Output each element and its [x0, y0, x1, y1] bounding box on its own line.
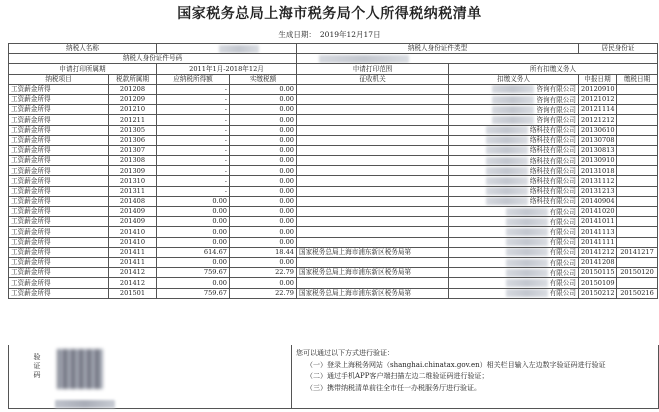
declare-date: 20130910 [579, 156, 617, 166]
taxable-income: - [157, 145, 230, 155]
verify-instructions [296, 348, 656, 394]
id-number-label: 纳税人身份证件号码 [9, 54, 297, 64]
table-row [9, 105, 658, 115]
paid-tax: 0.00 [230, 94, 297, 104]
tax-period: 201412 [109, 268, 157, 278]
verify-intro: 您可以通过以下方式进行验证： [296, 349, 394, 357]
tax-item: 工资薪金所得 [9, 257, 109, 267]
tax-item: 工资薪金所得 [9, 288, 109, 298]
table-row [9, 207, 658, 217]
pay-date [617, 84, 658, 94]
id-type-value: 居民身份证 [579, 44, 658, 54]
tax-period: 201305 [109, 125, 157, 135]
withholding-agent: 有限公司 [449, 257, 579, 267]
period-label: 申请打印所属期 [9, 64, 157, 74]
withholding-agent: 有限公司 [449, 207, 579, 217]
collection-office [297, 196, 449, 206]
tax-period: 201211 [109, 115, 157, 125]
taxable-income: 0.00 [157, 196, 230, 206]
table-row [9, 268, 658, 278]
tax-item: 工资薪金所得 [9, 207, 109, 217]
taxable-income: - [157, 84, 230, 94]
table-row [9, 166, 658, 176]
verify-line-3: （三）携带纳税清单前往全市任一办税服务厅进行验证。 [306, 383, 481, 392]
pay-date [617, 166, 658, 176]
tax-period: 201412 [109, 278, 157, 288]
declare-date: 20131112 [579, 176, 617, 186]
tax-period: 201210 [109, 105, 157, 115]
taxable-income: 759.67 [157, 268, 230, 278]
tax-item: 工资薪金所得 [9, 196, 109, 206]
paid-tax: 0.00 [230, 145, 297, 155]
withholding-agent: 有限公司 [449, 227, 579, 237]
declare-date: 20130708 [579, 135, 617, 145]
collection-office [297, 166, 449, 176]
pay-date [617, 145, 658, 155]
withholding-agent: 络科技有限公司 [449, 125, 579, 135]
tax-period: 201410 [109, 237, 157, 247]
declare-date: 20141113 [579, 227, 617, 237]
collection-office [297, 105, 449, 115]
withholding-agent: 络科技有限公司 [449, 166, 579, 176]
collection-office [297, 125, 449, 135]
generated-date-label: 生成日期： [278, 30, 316, 39]
tax-period: 201310 [109, 176, 157, 186]
withholding-agent: 有限公司 [449, 217, 579, 227]
tax-item: 工资薪金所得 [9, 105, 109, 115]
taxable-income: 0.00 [157, 237, 230, 247]
generated-date [0, 29, 659, 40]
taxable-income: - [157, 105, 230, 115]
tax-period: 201309 [109, 166, 157, 176]
tax-item: 工资薪金所得 [9, 217, 109, 227]
pay-date [617, 125, 658, 135]
taxable-income: 614.67 [157, 247, 230, 257]
tax-item: 工资薪金所得 [9, 176, 109, 186]
withholding-agent: 咨询有限公司 [449, 94, 579, 104]
taxable-income: - [157, 156, 230, 166]
collection-office [297, 115, 449, 125]
withholding-agent: 络科技有限公司 [449, 186, 579, 196]
declare-date: 20141020 [579, 207, 617, 217]
declare-date: 20130610 [579, 125, 617, 135]
pay-date [617, 217, 658, 227]
paid-tax: 0.00 [230, 186, 297, 196]
table-row [9, 115, 658, 125]
declare-date: 20120910 [579, 84, 617, 94]
paid-tax: 22.79 [230, 288, 297, 298]
tax-item: 工资薪金所得 [9, 145, 109, 155]
paid-tax: 0.00 [230, 156, 297, 166]
withholding-agent: 咨询有限公司 [449, 84, 579, 94]
pay-date [617, 135, 658, 145]
declare-date: 20141011 [579, 217, 617, 227]
tax-period: 201409 [109, 207, 157, 217]
tax-item: 工资薪金所得 [9, 115, 109, 125]
id-number-value [297, 54, 658, 64]
pay-date [617, 207, 658, 217]
withholding-agent: 络科技有限公司 [449, 135, 579, 145]
table-row [9, 278, 658, 288]
table-row [9, 125, 658, 135]
table-row [9, 94, 658, 104]
declare-date: 20150212 [579, 288, 617, 298]
tax-item: 工资薪金所得 [9, 237, 109, 247]
tax-period: 201408 [109, 196, 157, 206]
pay-date [617, 176, 658, 186]
paid-tax: 0.00 [230, 115, 297, 125]
tax-period: 201307 [109, 145, 157, 155]
withholding-agent: 络科技有限公司 [449, 156, 579, 166]
pay-date [617, 237, 658, 247]
withholding-agent: 有限公司 [449, 247, 579, 257]
tax-period: 201409 [109, 217, 157, 227]
collection-office: 国家税务总局上海市浦东新区税务局第 [297, 268, 449, 278]
tax-item: 工资薪金所得 [9, 278, 109, 288]
declare-date: 20121212 [579, 115, 617, 125]
pay-date [617, 196, 658, 206]
column-header: 纳税项目 [9, 74, 109, 84]
tax-period: 201208 [109, 84, 157, 94]
collection-office [297, 227, 449, 237]
table-row [9, 84, 658, 94]
pay-date: 20150216 [617, 288, 658, 298]
declare-date: 20130813 [579, 145, 617, 155]
tax-item: 工资薪金所得 [9, 135, 109, 145]
qr-code [57, 349, 103, 389]
declare-date: 20141111 [579, 237, 617, 247]
column-header: 扣缴义务人 [449, 74, 579, 84]
verification-section [8, 345, 659, 409]
collection-office: 国家税务总局上海市浦东新区税务局第 [297, 247, 449, 257]
paid-tax: 0.00 [230, 125, 297, 135]
tax-item: 工资薪金所得 [9, 186, 109, 196]
tax-period: 201411 [109, 257, 157, 267]
paid-tax: 0.00 [230, 227, 297, 237]
paid-tax: 0.00 [230, 278, 297, 288]
table-row [9, 257, 658, 267]
pay-date [617, 186, 658, 196]
declare-date: 20121114 [579, 105, 617, 115]
taxable-income: - [157, 94, 230, 104]
verify-line-2: （二）通过手机APP客户端扫描左边二维验证码进行验证； [306, 372, 489, 380]
paid-tax: 0.00 [230, 207, 297, 217]
pay-date [617, 257, 658, 267]
collection-office [297, 186, 449, 196]
taxable-income: - [157, 115, 230, 125]
pay-date [617, 227, 658, 237]
taxable-income: - [157, 125, 230, 135]
taxable-income: - [157, 166, 230, 176]
taxable-income: 0.00 [157, 227, 230, 237]
verify-code-number [55, 393, 115, 401]
paid-tax: 0.00 [230, 176, 297, 186]
id-type-label: 纳税人身份证件类型 [297, 44, 579, 54]
column-header: 征收机关 [297, 74, 449, 84]
taxable-income: - [157, 135, 230, 145]
tax-period: 201410 [109, 227, 157, 237]
tax-period: 201306 [109, 135, 157, 145]
withholding-agent: 咨询有限公司 [449, 115, 579, 125]
collection-office [297, 94, 449, 104]
collection-office [297, 217, 449, 227]
collection-office: 国家税务总局上海市浦东新区税务局第 [297, 288, 449, 298]
scope-label: 申请打印范围 [297, 64, 449, 74]
period-value: 2011年1月-2018年12月 [157, 64, 297, 74]
withholding-agent: 有限公司 [449, 237, 579, 247]
column-header: 缴税日期 [617, 74, 658, 84]
pay-date [617, 115, 658, 125]
withholding-agent: 络科技有限公司 [449, 196, 579, 206]
pay-date [617, 156, 658, 166]
taxpayer-name-value [157, 44, 297, 54]
table-row [9, 227, 658, 237]
pay-date [617, 278, 658, 288]
collection-office [297, 257, 449, 267]
table-row [9, 176, 658, 186]
collection-office [297, 84, 449, 94]
table-row [9, 135, 658, 145]
paid-tax: 18.44 [230, 247, 297, 257]
paid-tax: 0.00 [230, 105, 297, 115]
collection-office [297, 237, 449, 247]
paid-tax: 0.00 [230, 257, 297, 267]
tax-period: 201308 [109, 156, 157, 166]
tax-period: 201411 [109, 247, 157, 257]
pay-date [617, 105, 658, 115]
withholding-agent: 有限公司 [449, 288, 579, 298]
declare-date: 20150109 [579, 278, 617, 288]
withholding-agent: 有限公司 [449, 278, 579, 288]
collection-office [297, 145, 449, 155]
taxable-income: - [157, 176, 230, 186]
paid-tax: 0.00 [230, 217, 297, 227]
table-row [9, 217, 658, 227]
tax-item: 工资薪金所得 [9, 268, 109, 278]
tax-period: 201311 [109, 186, 157, 196]
declare-date: 20131018 [579, 166, 617, 176]
scope-value: 所有扣缴义务人 [449, 64, 658, 74]
declare-date: 20131213 [579, 186, 617, 196]
table-row [9, 145, 658, 155]
table-row [9, 186, 658, 196]
tax-item: 工资薪金所得 [9, 227, 109, 237]
tax-item: 工资薪金所得 [9, 125, 109, 135]
collection-office [297, 176, 449, 186]
paid-tax: 22.79 [230, 268, 297, 278]
taxable-income: 759.67 [157, 288, 230, 298]
withholding-agent: 有限公司 [449, 268, 579, 278]
taxable-income: 0.00 [157, 278, 230, 288]
column-header: 税款所属期 [109, 74, 157, 84]
collection-office [297, 207, 449, 217]
withholding-agent: 络科技有限公司 [449, 145, 579, 155]
declare-date: 20141212 [579, 247, 617, 257]
table-row [9, 196, 658, 206]
tax-period: 201501 [109, 288, 157, 298]
paid-tax: 0.00 [230, 135, 297, 145]
declare-date: 20150115 [579, 268, 617, 278]
taxable-income: - [157, 186, 230, 196]
declare-date: 20141208 [579, 257, 617, 267]
paid-tax: 0.00 [230, 196, 297, 206]
column-header: 申报日期 [579, 74, 617, 84]
taxpayer-name-label: 纳税人名称 [9, 44, 157, 54]
tax-item: 工资薪金所得 [9, 247, 109, 257]
collection-office [297, 278, 449, 288]
tax-period: 201209 [109, 94, 157, 104]
document-title: 国家税务总局上海市税务局个人所得税纳税清单 [177, 6, 482, 22]
withholding-agent: 咨询有限公司 [449, 105, 579, 115]
taxable-income: 0.00 [157, 207, 230, 217]
table-row [9, 247, 658, 257]
tax-list-table [8, 43, 658, 299]
withholding-agent: 络科技有限公司 [449, 176, 579, 186]
table-row [9, 288, 658, 298]
verify-line-1: （一）登录上海税务网站（shanghai.chinatax.gov.en）相关栏目输入左边数字验证码进行验证 [306, 360, 606, 369]
column-header: 实缴税额 [230, 74, 297, 84]
pay-date: 20150120 [617, 268, 658, 278]
taxable-income: 0.00 [157, 217, 230, 227]
declare-date: 20121012 [579, 94, 617, 104]
collection-office [297, 135, 449, 145]
collection-office [297, 156, 449, 166]
paid-tax: 0.00 [230, 166, 297, 176]
tax-item: 工资薪金所得 [9, 84, 109, 94]
declare-date: 20140904 [579, 196, 617, 206]
table-row [9, 237, 658, 247]
tax-item: 工资薪金所得 [9, 94, 109, 104]
taxable-income: 0.00 [157, 257, 230, 267]
column-header: 应纳税所得额 [157, 74, 230, 84]
generated-date-value: 2019年12月17日 [319, 30, 381, 39]
pay-date [617, 94, 658, 104]
column-header-row [9, 74, 658, 84]
tax-item: 工资薪金所得 [9, 166, 109, 176]
paid-tax: 0.00 [230, 237, 297, 247]
pay-date: 20141217 [617, 247, 658, 257]
verify-code-label: 验证码 [33, 353, 41, 379]
tax-item: 工资薪金所得 [9, 156, 109, 166]
paid-tax: 0.00 [230, 84, 297, 94]
table-row [9, 156, 658, 166]
